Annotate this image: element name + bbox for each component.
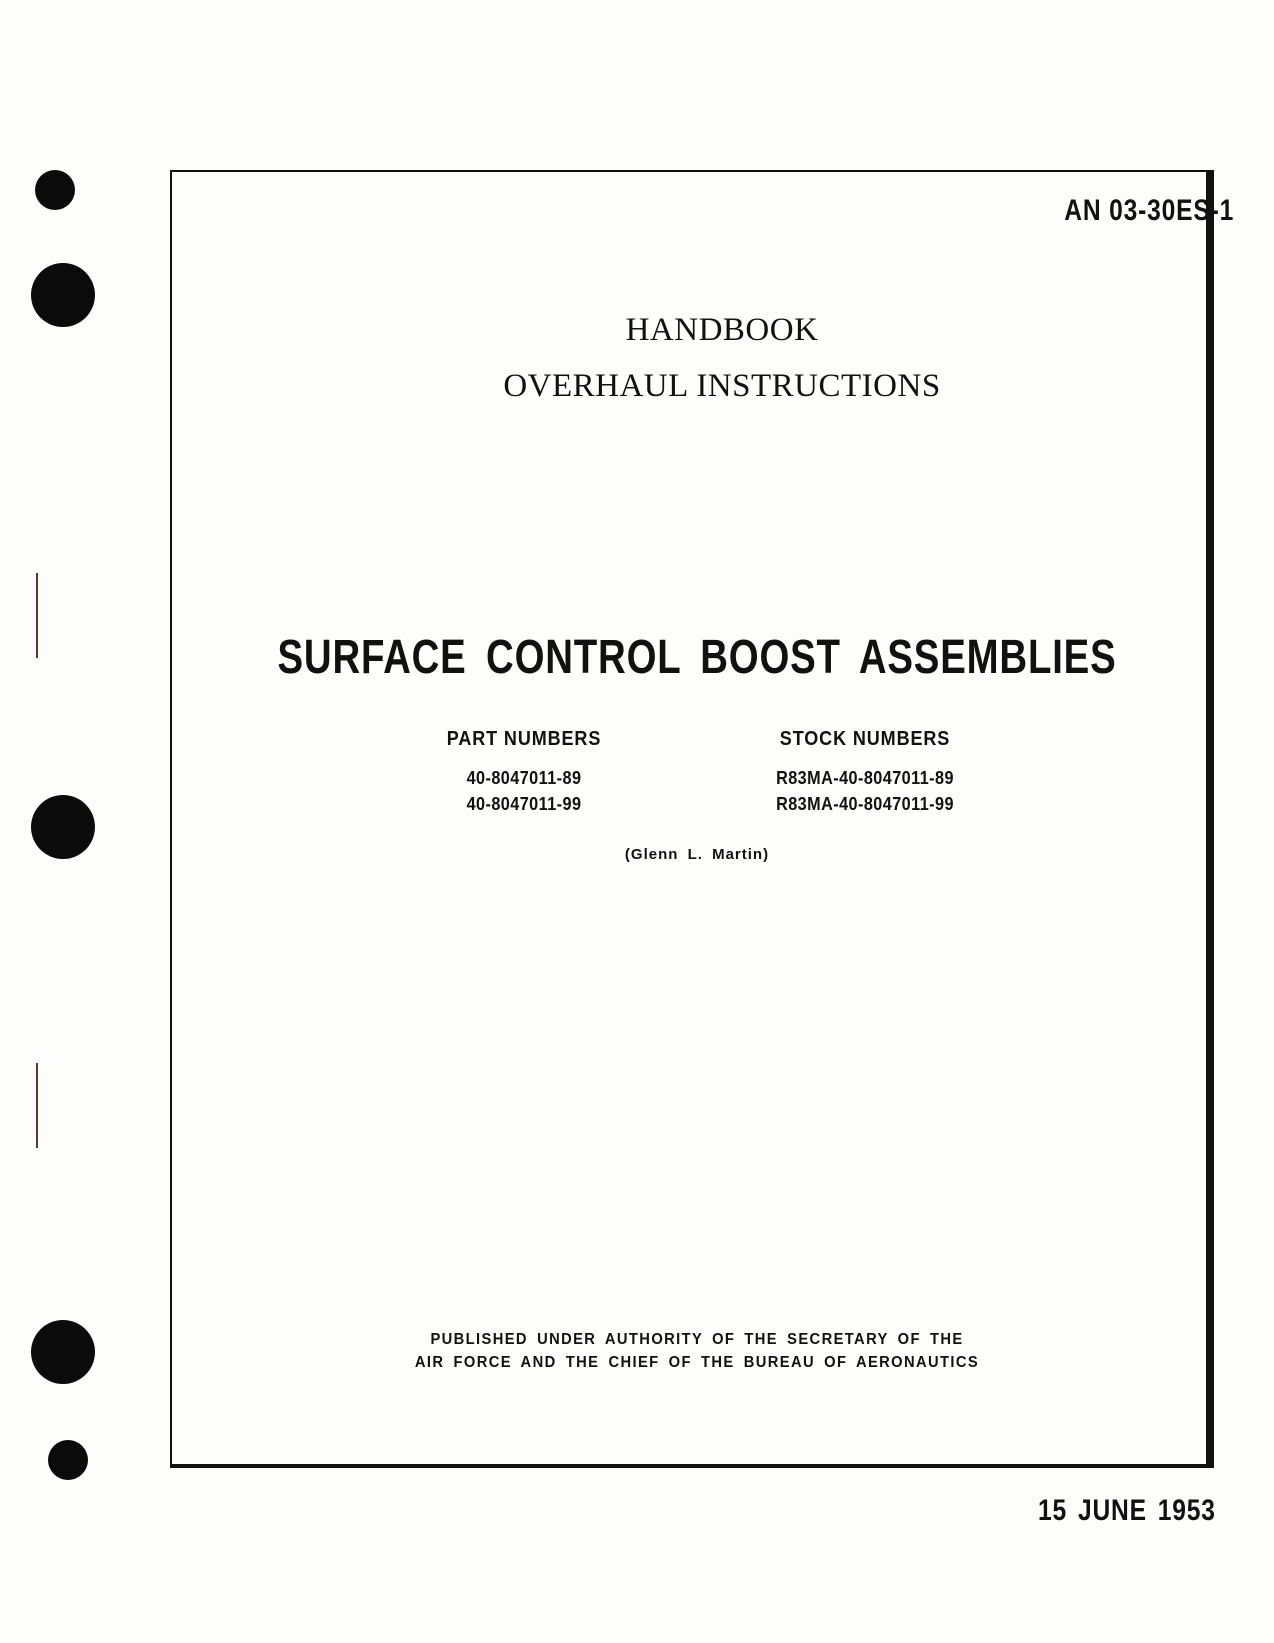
part-numbers-header: PART NUMBERS [446,728,602,750]
edge-mark-1 [36,573,38,658]
publication-authority [56,1328,1274,1374]
heading-overhaul-instructions: OVERHAUL INSTRUCTIONS [503,368,941,404]
document-title: SURFACE CONTROL BOOST ASSEMBLIES [277,631,1117,684]
stock-number-item: R83MA-40-8047011-99 [776,794,954,814]
stock-number-item: R83MA-40-8047011-89 [776,768,954,788]
part-number-item: 40-8047011-99 [466,794,582,814]
document-number: AN 03-30ES-1 [1064,194,1234,227]
publication-date: 15 JUNE 1953 [1038,1494,1216,1527]
part-number-item: 40-8047011-89 [466,768,582,788]
authority-line-1: PUBLISHED UNDER AUTHORITY OF THE SECRETARY OF THE [430,1331,964,1348]
punch-hole-1 [35,170,75,210]
authority-line-2: AIR FORCE AND THE CHIEF OF THE BUREAU OF AERONAUTICS [414,1354,980,1371]
part-numbers-column [324,728,724,817]
stock-numbers-header: STOCK NUMBERS [779,728,951,750]
heading-handbook: HANDBOOK [625,312,819,348]
punch-hole-5 [48,1440,88,1480]
edge-mark-2 [36,1063,38,1148]
page-border-frame [170,170,1214,1468]
manufacturer-note: (Glenn L. Martin) [624,846,770,863]
stock-numbers-column [665,728,1065,817]
